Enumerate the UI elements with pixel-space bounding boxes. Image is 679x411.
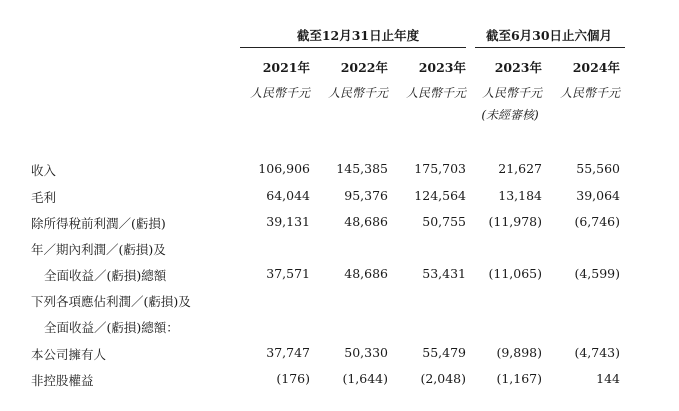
unit-label-2022: 人民幣千元 — [327, 86, 388, 100]
group-header-half-year-rule — [475, 47, 625, 48]
row-value: (11,065) — [488, 266, 542, 281]
row-value: 95,376 — [344, 188, 388, 203]
row-value: (2,048) — [420, 371, 466, 386]
row-value: 145,385 — [336, 161, 388, 176]
year-header-2022: 2022年 — [340, 60, 388, 75]
year-header-2021: 2021年 — [262, 60, 310, 75]
row-label-profit-for-period: 年／期內利潤／(虧損)及 — [31, 242, 166, 257]
row-value: 106,906 — [258, 161, 310, 176]
row-value: 144 — [596, 371, 620, 386]
row-value: (11,978) — [488, 214, 542, 229]
row-value: (176) — [276, 371, 310, 386]
row-label-revenue: 收入 — [31, 163, 57, 178]
row-value: 53,431 — [422, 266, 466, 281]
row-label-gross-profit: 毛利 — [31, 190, 57, 205]
year-header-2023-half: 2023年 — [494, 60, 542, 75]
row-value: 13,184 — [498, 188, 542, 203]
row-value: 39,131 — [266, 214, 310, 229]
group-header-half-year: 截至6月30日止六個月 — [485, 28, 613, 43]
row-value: (9,898) — [496, 345, 542, 360]
row-value: (1,167) — [496, 371, 542, 386]
unit-label-2024-half: 人民幣千元 — [559, 86, 620, 100]
unaudited-note: (未經審核) — [481, 108, 539, 122]
group-header-full-year-rule — [240, 47, 466, 48]
row-value: 48,686 — [344, 266, 388, 281]
year-header-2024-half: 2024年 — [572, 60, 620, 75]
row-value: 55,560 — [576, 161, 620, 176]
row-value: 48,686 — [344, 214, 388, 229]
unit-label-2023-half: 人民幣千元 — [481, 86, 542, 100]
year-header-2023: 2023年 — [418, 60, 466, 75]
row-label-total-comprehensive-income: 全面收益／(虧損)總額 — [44, 268, 167, 283]
row-value: 39,064 — [576, 188, 620, 203]
row-value: (4,599) — [574, 266, 620, 281]
row-value: (6,746) — [574, 214, 620, 229]
row-value: (4,743) — [574, 345, 620, 360]
group-header-full-year: 截至12月31日止年度 — [296, 28, 420, 43]
row-value: (1,644) — [342, 371, 388, 386]
row-value: 55,479 — [422, 345, 466, 360]
row-value: 21,627 — [498, 161, 542, 176]
row-value: 50,330 — [344, 345, 388, 360]
row-label-attributable-total: 全面收益／(虧損)總額： — [44, 320, 179, 335]
row-label-non-controlling-interests: 非控股權益 — [31, 373, 94, 388]
row-value: 124,564 — [414, 188, 466, 203]
row-value: 37,571 — [266, 266, 310, 281]
row-value: 175,703 — [414, 161, 466, 176]
row-label-attributable-to: 下列各項應佔利潤／(虧損)及 — [31, 294, 191, 309]
row-label-profit-before-tax: 除所得稅前利潤／(虧損) — [31, 216, 166, 231]
unit-label-2021: 人民幣千元 — [249, 86, 310, 100]
row-value: 50,755 — [422, 214, 466, 229]
row-value: 64,044 — [266, 188, 310, 203]
row-label-owners-of-company: 本公司擁有人 — [31, 347, 107, 362]
unit-label-2023: 人民幣千元 — [405, 86, 466, 100]
row-value: 37,747 — [266, 345, 310, 360]
